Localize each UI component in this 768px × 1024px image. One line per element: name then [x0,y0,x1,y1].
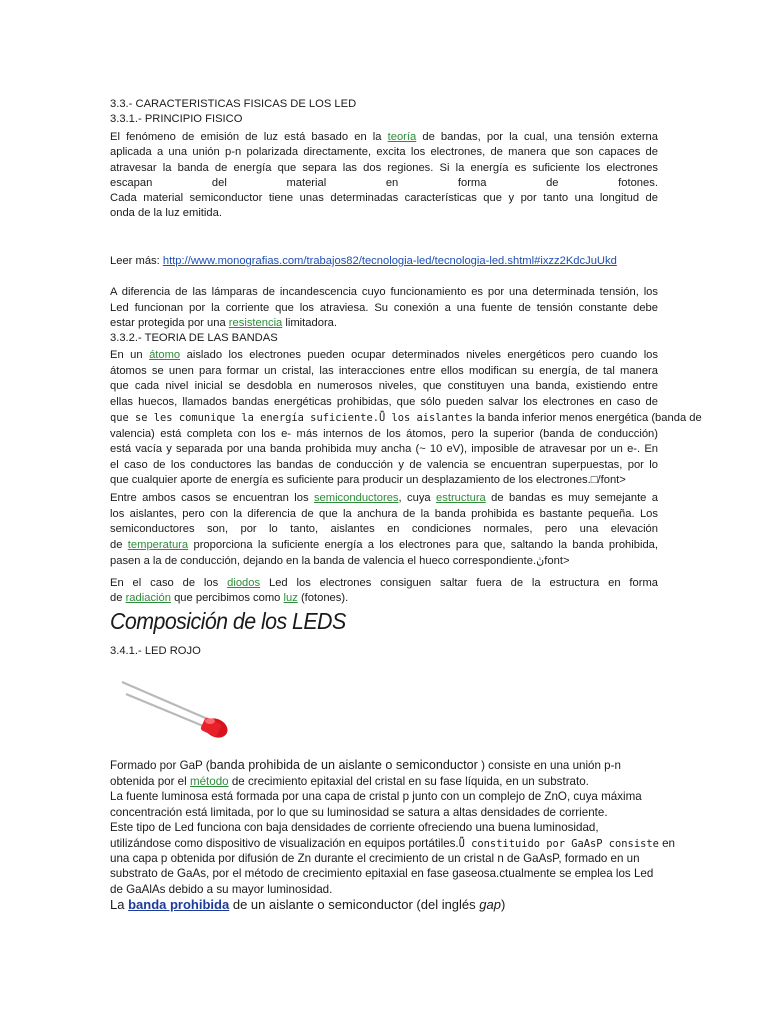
link-atomo[interactable]: átomo [149,349,181,361]
paragraph-line: onda de la luz emitida. [110,207,222,219]
link-temperatura[interactable]: temperatura [127,539,189,551]
paragraph-line: Entre ambos casos se encuentran los semiconductores, cuya estructura de bandas es muy semejante a [110,492,659,504]
link-estructura[interactable]: estructura [436,492,486,504]
paragraph-line: de radiación que percibimos como luz (fotones). [110,592,349,604]
read-more: Leer más: http://www.monografias.com/trabajos82/tecnologia-led/tecnologia-led.shtml#ixzz2KdcJuUkd [110,255,617,267]
paragraph-line: La fuente luminosa está formada por una capa de cristal p junto con un complejo de ZnO, cuya máxima [110,790,642,803]
paragraph-line: ellas huecos, llamados bandas energéticas prohibidas, que sólo pueden salvar los electrones en caso de [110,396,658,408]
paragraph-line: que cualquier aporte de energía es suficiente para producir un desplazamiento de los electrones.□/font> [110,474,626,486]
paragraph-line: obtenida por el método de crecimiento epitaxial del cristal en su fase líquida, en un substrato. [110,775,589,788]
red-led-image [118,668,238,748]
paragraph-line: una capa p obtenida por difusión de Zn durante el crecimiento de un cristal n de GaAsP, formado en un [110,852,640,865]
led-leg [126,694,208,728]
paragraph-line: estar protegida por una resistencia limitadora. [110,317,337,329]
paragraph-line: Led funcionan por la corriente que los atraviesa. Su conexión a una fuente de tensión constante debe [110,302,658,314]
link-banda-prohibida[interactable]: banda prohibida [128,897,230,912]
paragraph-line: El fenómeno de emisión de luz está basado en la teoría de bandas, por la cual, una tensión externa [110,131,658,143]
link-metodo[interactable]: método [189,775,229,788]
read-more-link[interactable]: http://www.monografias.com/trabajos82/tecnologia-led/tecnologia-led.shtml#ixzz2KdcJuUkd [162,255,617,267]
link-luz[interactable]: luz [283,592,298,604]
paragraph-line: concentración está limitada, por lo que su luminosidad se satura a altas densidades de corriente. [110,806,608,819]
paragraph-line: está vacía y separada por una banda prohibida muy ancha (~ 10 eV), imposible de atravesar por un e-. En [110,443,658,455]
paragraph-line: de temperatura proporciona la suficiente energía a los electrones para que, saltando la banda prohibida, [110,539,659,551]
paragraph-line: A diferencia de las lámparas de incandescencia cuyo funcionamiento es por una determinada tensión, los [110,286,658,298]
link-semiconductores[interactable]: semiconductores [313,492,399,504]
paragraph-line: escapan del material en forma de fotones. [110,177,658,189]
paragraph-line: que cada nivel inicial se desdobla en numerosos niveles, que constituyen una banda, existiendo entre [110,380,658,392]
paragraph-line: substrato de GaAs, por el método de crecimiento epitaxial en fase gaseosa.ctualmente se emplea los Led [110,867,654,880]
definition-line: La banda prohibida de un aislante o semiconductor (del inglés gap) [110,897,506,912]
paragraph-line: Este tipo de Led funciona con baja densidades de corriente ofreciendo una buena luminosidad, [110,821,599,834]
link-teoria[interactable]: teoría [387,131,417,143]
paragraph-line: de GaAlAs debido a su mayor luminosidad. [110,883,333,896]
subsection-heading: 3.3.2.- TEORIA DE LAS BANDAS [110,332,278,344]
paragraph-line: aplicada a una unión p-n polarizada directamente, excita los electrones, de manera que son capaces de [110,146,658,158]
composition-title: Composición de los LEDS [110,608,346,634]
link-diodos[interactable]: diodos [227,577,261,589]
paragraph-line: Formado por GaP (banda prohibida de un aislante o semiconductor ) consiste en una unión p-n [110,758,621,772]
subsection-heading: 3.4.1.- LED ROJO [110,645,201,657]
paragraph-line: que se les comunique la energía suficiente.Ǖ los aislantes la banda inferior menos energética (banda de [110,412,702,424]
paragraph-line: En un átomo aislado los electrones pueden ocupar determinados niveles energéticos pero cuando los [110,349,658,361]
paragraph-line: pasen a la de conducción, dejando en la banda de valencia el hueco correspondiente.ڽfont> [110,555,570,567]
paragraph-line: semiconductores son, por lo tanto, aislantes en condiciones normales, pero una elevación [110,523,658,535]
subsection-heading: 3.3.1.- PRINCIPIO FISICO [110,113,243,125]
led-leg [122,682,210,720]
paragraph-line: Cada material semiconductor tiene unas determinadas características que y por tanto una longitud de [110,192,658,204]
paragraph-line: los aislantes, pero con la diferencia de que la anchura de la banda prohibida es bastante pequeña. Los [110,508,658,520]
section-heading: 3.3.- CARACTERISTICAS FISICAS DE LOS LED [110,98,357,110]
paragraph-line: átomos se unen para formar un cristal, las interacciones entre ellos modifican su energía, de tal manera [110,365,658,377]
paragraph-line: valencia) está completa con los e- más internos de los átomos, pero la superior (banda de conducción) [110,428,658,440]
paragraph-line: el caso de los conductores las bandas de conducción y de valencia se encuentran superpuestas, por lo [110,459,658,471]
paragraph-line: utilizándose como dispositivo de visualización en equipos portátiles.Ǖ constituido por GaAsP consiste en [110,837,675,850]
link-resistencia[interactable]: resistencia [228,317,283,329]
link-radiacion[interactable]: radiación [125,592,171,604]
paragraph-line: En el caso de los diodos Led los electrones consiguen saltar fuera de la estructura en forma [110,577,659,589]
paragraph-line: atravesar la banda de energía que separa las dos regiones. Si la energía es suficiente los electrones [110,162,658,174]
